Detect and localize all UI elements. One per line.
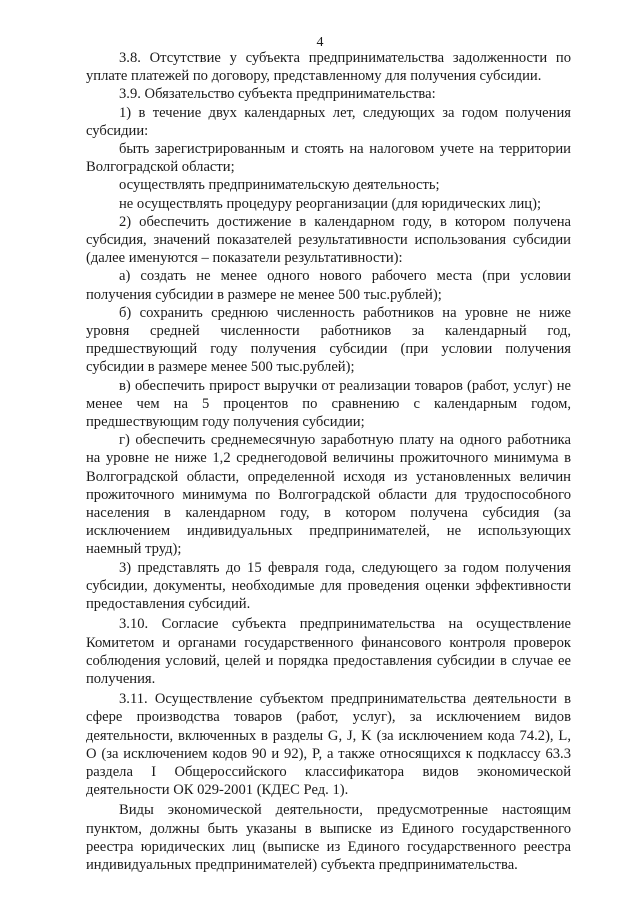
paragraph-item-b: б) сохранить среднюю численность работников на уровне не ниже уровня средней численности работников за календарный год, предшествующий году получения субсидии (при условии получения субсидии в размере менее 500 тыс.рублей); [86, 304, 571, 376]
paragraph-3-10: 3.10. Согласие субъекта предпринимательства на осуществление Комитетом и органами государственного финансового контроля проверок соблюдения условий, целей и порядка предоставления субсидии в случае ее получения. [86, 616, 571, 687]
paragraph-registered: быть зарегистрированным и стоять на налоговом учете на территории Волгоградской области; [86, 141, 571, 176]
paragraph-3-9: 3.9. Обязательство субъекта предпринимательства: [119, 86, 436, 103]
paragraph-item-v: в) обеспечить прирост выручки от реализации товаров (работ, услуг) не менее чем на 5 процентов по сравнению с календарным годом, предшествующим году получения субсидии; [86, 377, 571, 431]
paragraph-item-a: а) создать не менее одного нового рабочего места (при условии получения субсидии в размере не менее 500 тыс.рублей); [86, 268, 571, 303]
page-number: 4 [316, 35, 324, 50]
paragraph-activity-types: Виды экономической деятельности, предусмотренные настоящим пунктом, должны быть указаны в выписке из Единого государственного реестра юридических лиц (выписке из Единого государственного реестра индивидуальных предпринимателей) субъекта предпринимательства. [86, 802, 571, 873]
paragraph-3-9-1: 1) в течение двух календарных лет, следующих за годом получения субсидии: [86, 104, 571, 139]
paragraph-3-9-3: 3) представлять до 15 февраля года, следующего за годом получения субсидии, документы, необходимые для проведения оценки эффективности предоставления субсидий. [86, 559, 571, 613]
paragraph-item-g: г) обеспечить среднемесячную заработную плату на одного работника на уровне не ниже 1,2 среднегодовой величины прожиточного минимума в Волгоградской области, определенной исходя из установленных величин прожиточного минимума по Волгоградской области для трудоспособного населения в календарном году, в котором получена субсидия (за исключением индивидуальных предпринимателей, не использующих наемный труд); [86, 432, 571, 558]
paragraph-no-reorganization: не осуществлять процедуру реорганизации (для юридических лиц); [119, 195, 542, 212]
paragraph-3-9-2: 2) обеспечить достижение в календарном году, в котором получена субсидия, значений показателей результативности использования субсидии (далее именуются – показатели результативности): [86, 213, 571, 267]
document-body [86, 49, 571, 874]
paragraph-activity: осуществлять предпринимательскую деятельность; [119, 177, 440, 194]
paragraph-3-8: 3.8. Отсутствие у субъекта предпринимательства задолженности по уплате платежей по договору, представленному для получения субсидии. [86, 50, 571, 85]
paragraph-3-11: 3.11. Осуществление субъектом предпринимательства деятельности в сфере производства товаров (работ, услуг), за исключением видов деятельности, включенных в разделы G, J, K (за исключением кода 74.2), L, O (за исключением кодов 90 и 92), P, а также относящихся к подклассу 63.3 раздела I Общероссийского классификатора видов экономической деятельности ОК 029-2001 (КДЕС Ред. 1). [86, 691, 571, 799]
